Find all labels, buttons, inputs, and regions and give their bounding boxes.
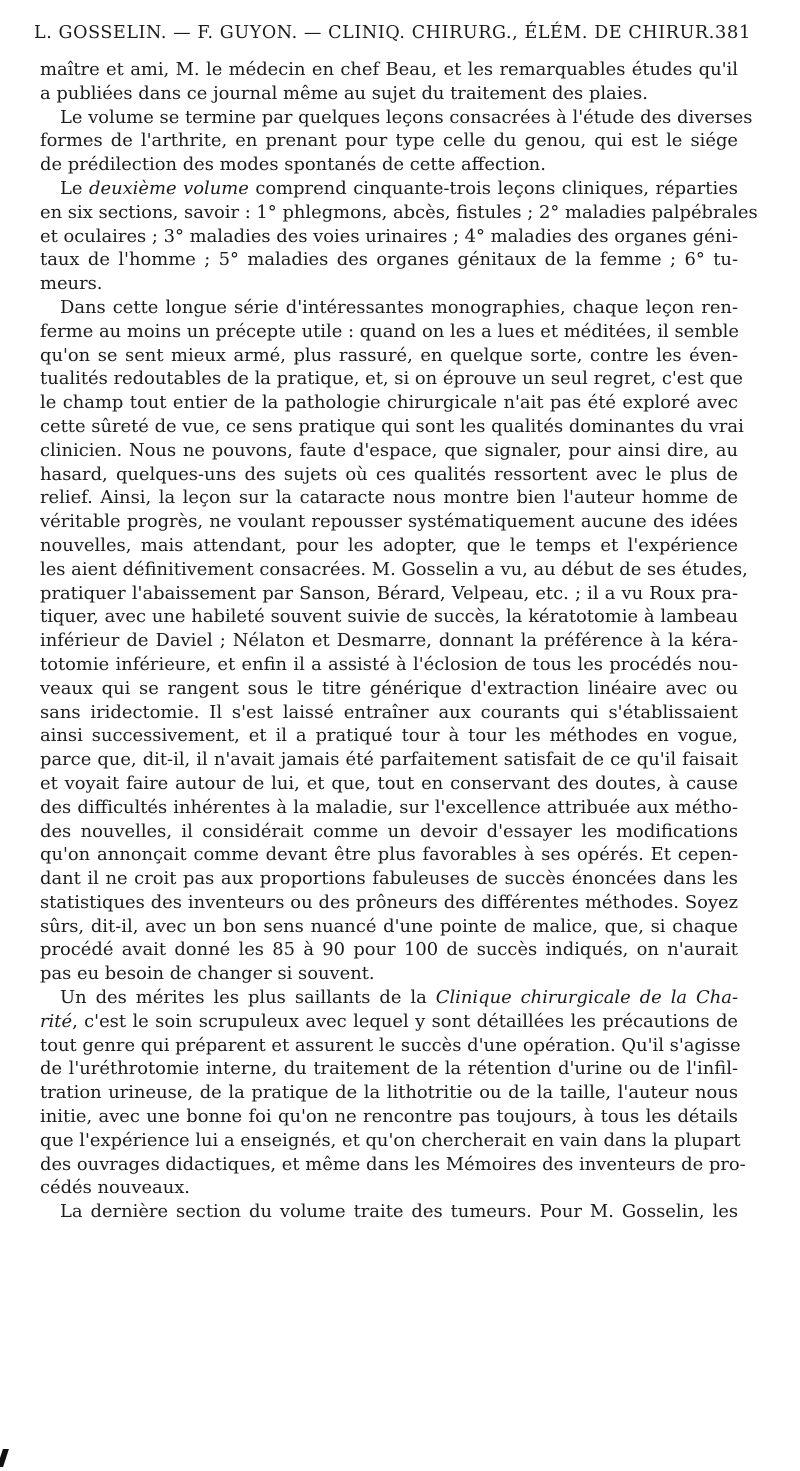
running-title: L. GOSSELIN. — F. GUYON. — CLINIQ. CHIRURG., ÉLÉM. DE CHIRUR. [34, 23, 715, 43]
scan-corner-mark [0, 1449, 9, 1467]
text-line: formes de l'arthrite, en prenant pour type celle du genou, qui est le siége [40, 130, 738, 152]
text-line: nouvelles, mais attendant, pour les adopter, que le temps et l'expérience [40, 534, 738, 556]
text-line: statistiques des inventeurs ou des prôneurs des différentes méthodes. Soyez [40, 891, 738, 913]
text-line: tiquer, avec une habileté souvent suivie de succès, la kératotomie à lambeau [40, 606, 738, 628]
text-line: pas eu besoin de changer si souvent. [40, 963, 375, 985]
text-line: La dernière section du volume traite des tumeurs. Pour M. Gosselin, les [60, 1201, 738, 1223]
text-line: le champ tout entier de la pathologie chirurgicale n'ait pas été exploré avec [40, 392, 738, 414]
text-line: cédés nouveaux. [40, 1177, 190, 1199]
text-line: meurs. [40, 273, 103, 295]
text-line: tualités redoutables de la pratique, et, si on éprouve un seul regret, c'est que [40, 368, 744, 390]
text-line: initie, avec une bonne foi qu'on ne rencontre pas toujours, à tous les détails [40, 1106, 738, 1128]
text-line: a publiées dans ce journal même au sujet du traitement des plaies. [40, 82, 648, 104]
text-line: des ouvrages didactiques, et même dans les Mémoires des inventeurs de pro- [40, 1153, 746, 1175]
text-line: et voyait faire autour de lui, et que, tout en conservant des doutes, à cause [40, 772, 738, 794]
text-line: qu'on annonçait comme devant être plus favorables à ses opérés. Et cepen- [40, 844, 738, 866]
text-line: parce que, dit-il, il n'avait jamais été parfaitement satisfait de ce qu'il faisait [40, 749, 738, 771]
text-line: procédé avait donné les 85 à 90 pour 100 de succès indiqués, on n'aurait [40, 939, 738, 961]
text-line: taux de l'homme ; 5° maladies des organes génitaux de la femme ; 6° tu- [40, 249, 738, 271]
text-line: sans iridectomie. Il s'est laissé entraîner aux courants qui s'établissaient [40, 701, 738, 723]
text-line: véritable progrès, ne voulant repousser systématiquement aucune des idées [40, 511, 738, 533]
text-line: rité, c'est le soin scrupuleux avec lequel y sont détaillées les précautions de [40, 1010, 738, 1032]
italic-title: rité [40, 1010, 73, 1032]
running-header [34, 22, 752, 52]
page-number: 381 [714, 22, 752, 43]
text-line: les aient définitivement consacrées. M. Gosselin a vu, au début de ses études, [40, 558, 748, 580]
text-line: hasard, quelques-uns des sujets où ces qualités ressortent avec le plus de [40, 463, 738, 485]
text-line: pratiquer l'abaissement par Sanson, Bérard, Velpeau, etc. ; il a vu Roux pra- [40, 582, 738, 604]
text-line: tout genre qui préparent et assurent le succès d'une opération. Qu'il s'agisse [40, 1034, 741, 1056]
text-line: Un des mérites les plus saillants de la Clinique chirurgicale de la Cha- [60, 987, 738, 1009]
text-line: dant il ne croit pas aux proportions fabuleuses de succès énoncées dans les [40, 868, 738, 890]
text-line: Le volume se termine par quelques leçons consacrées à l'étude des diverses [60, 106, 753, 128]
text-line: maître et ami, M. le médecin en chef Beau, et les remarquables études qu'il [40, 59, 738, 80]
text-line: que l'expérience lui a enseignés, et qu'on chercherait en vain dans la plupart [40, 1129, 741, 1151]
text-line: en six sections, savoir : 1° phlegmons, abcès, fistules ; 2° maladies palpébrales [40, 201, 758, 223]
text-line: ainsi successivement, et il a pratiqué tour à tour les méthodes en vogue, [40, 725, 738, 747]
text-line: cette sûreté de vue, ce sens pratique qui sont les qualités dominantes du vrai [40, 415, 744, 437]
body-text [40, 58, 758, 1224]
text-line: tration urineuse, de la pratique de la lithotritie ou de la taille, l'auteur nous [40, 1082, 738, 1104]
text-line: des difficultés inhérentes à la maladie, sur l'excellence attribuée aux métho- [40, 796, 738, 818]
text-line: ferme au moins un précepte utile : quand on les a lues et méditées, il semble [40, 320, 739, 342]
italic-title: Clinique chirurgicale de la Cha- [435, 987, 738, 1009]
text-line: qu'on se sent mieux armé, plus rassuré, en quelque sorte, contre les éven- [40, 344, 738, 366]
text-line: Dans cette longue série d'intéressantes monographies, chaque leçon ren- [60, 296, 738, 318]
text-line: inférieur de Daviel ; Nélaton et Desmarre, donnant la préférence à la kéra- [40, 630, 738, 652]
text-line: clinicien. Nous ne pouvons, faute d'espace, que signaler, pour ainsi dire, au [40, 439, 738, 461]
text-line: relief. Ainsi, la leçon sur la cataracte nous montre bien l'auteur homme de [40, 487, 738, 509]
text-line: et oculaires ; 3° maladies des voies urinaires ; 4° maladies des organes géni- [40, 225, 738, 247]
text-line: Le deuxième volume comprend cinquante-trois leçons cliniques, réparties [60, 177, 738, 199]
text-line: des nouvelles, il considérait comme un devoir d'essayer les modifications [40, 820, 738, 842]
text-line: de l'uréthrotomie interne, du traitement de la rétention d'urine ou de l'infil- [40, 1058, 738, 1080]
text-line: veaux qui se rangent sous le titre générique d'extraction linéaire avec ou [40, 677, 738, 699]
text-line: totomie inférieure, et enfin il a assisté à l'éclosion de tous les procédés nou- [40, 653, 738, 675]
italic-title: deuxième volume [89, 177, 249, 199]
text-line: sûrs, dit-il, avec un bon sens nuancé d'une pointe de malice, que, si chaque [40, 915, 738, 937]
text-line: de prédilection des modes spontanés de cette affection. [40, 154, 546, 176]
